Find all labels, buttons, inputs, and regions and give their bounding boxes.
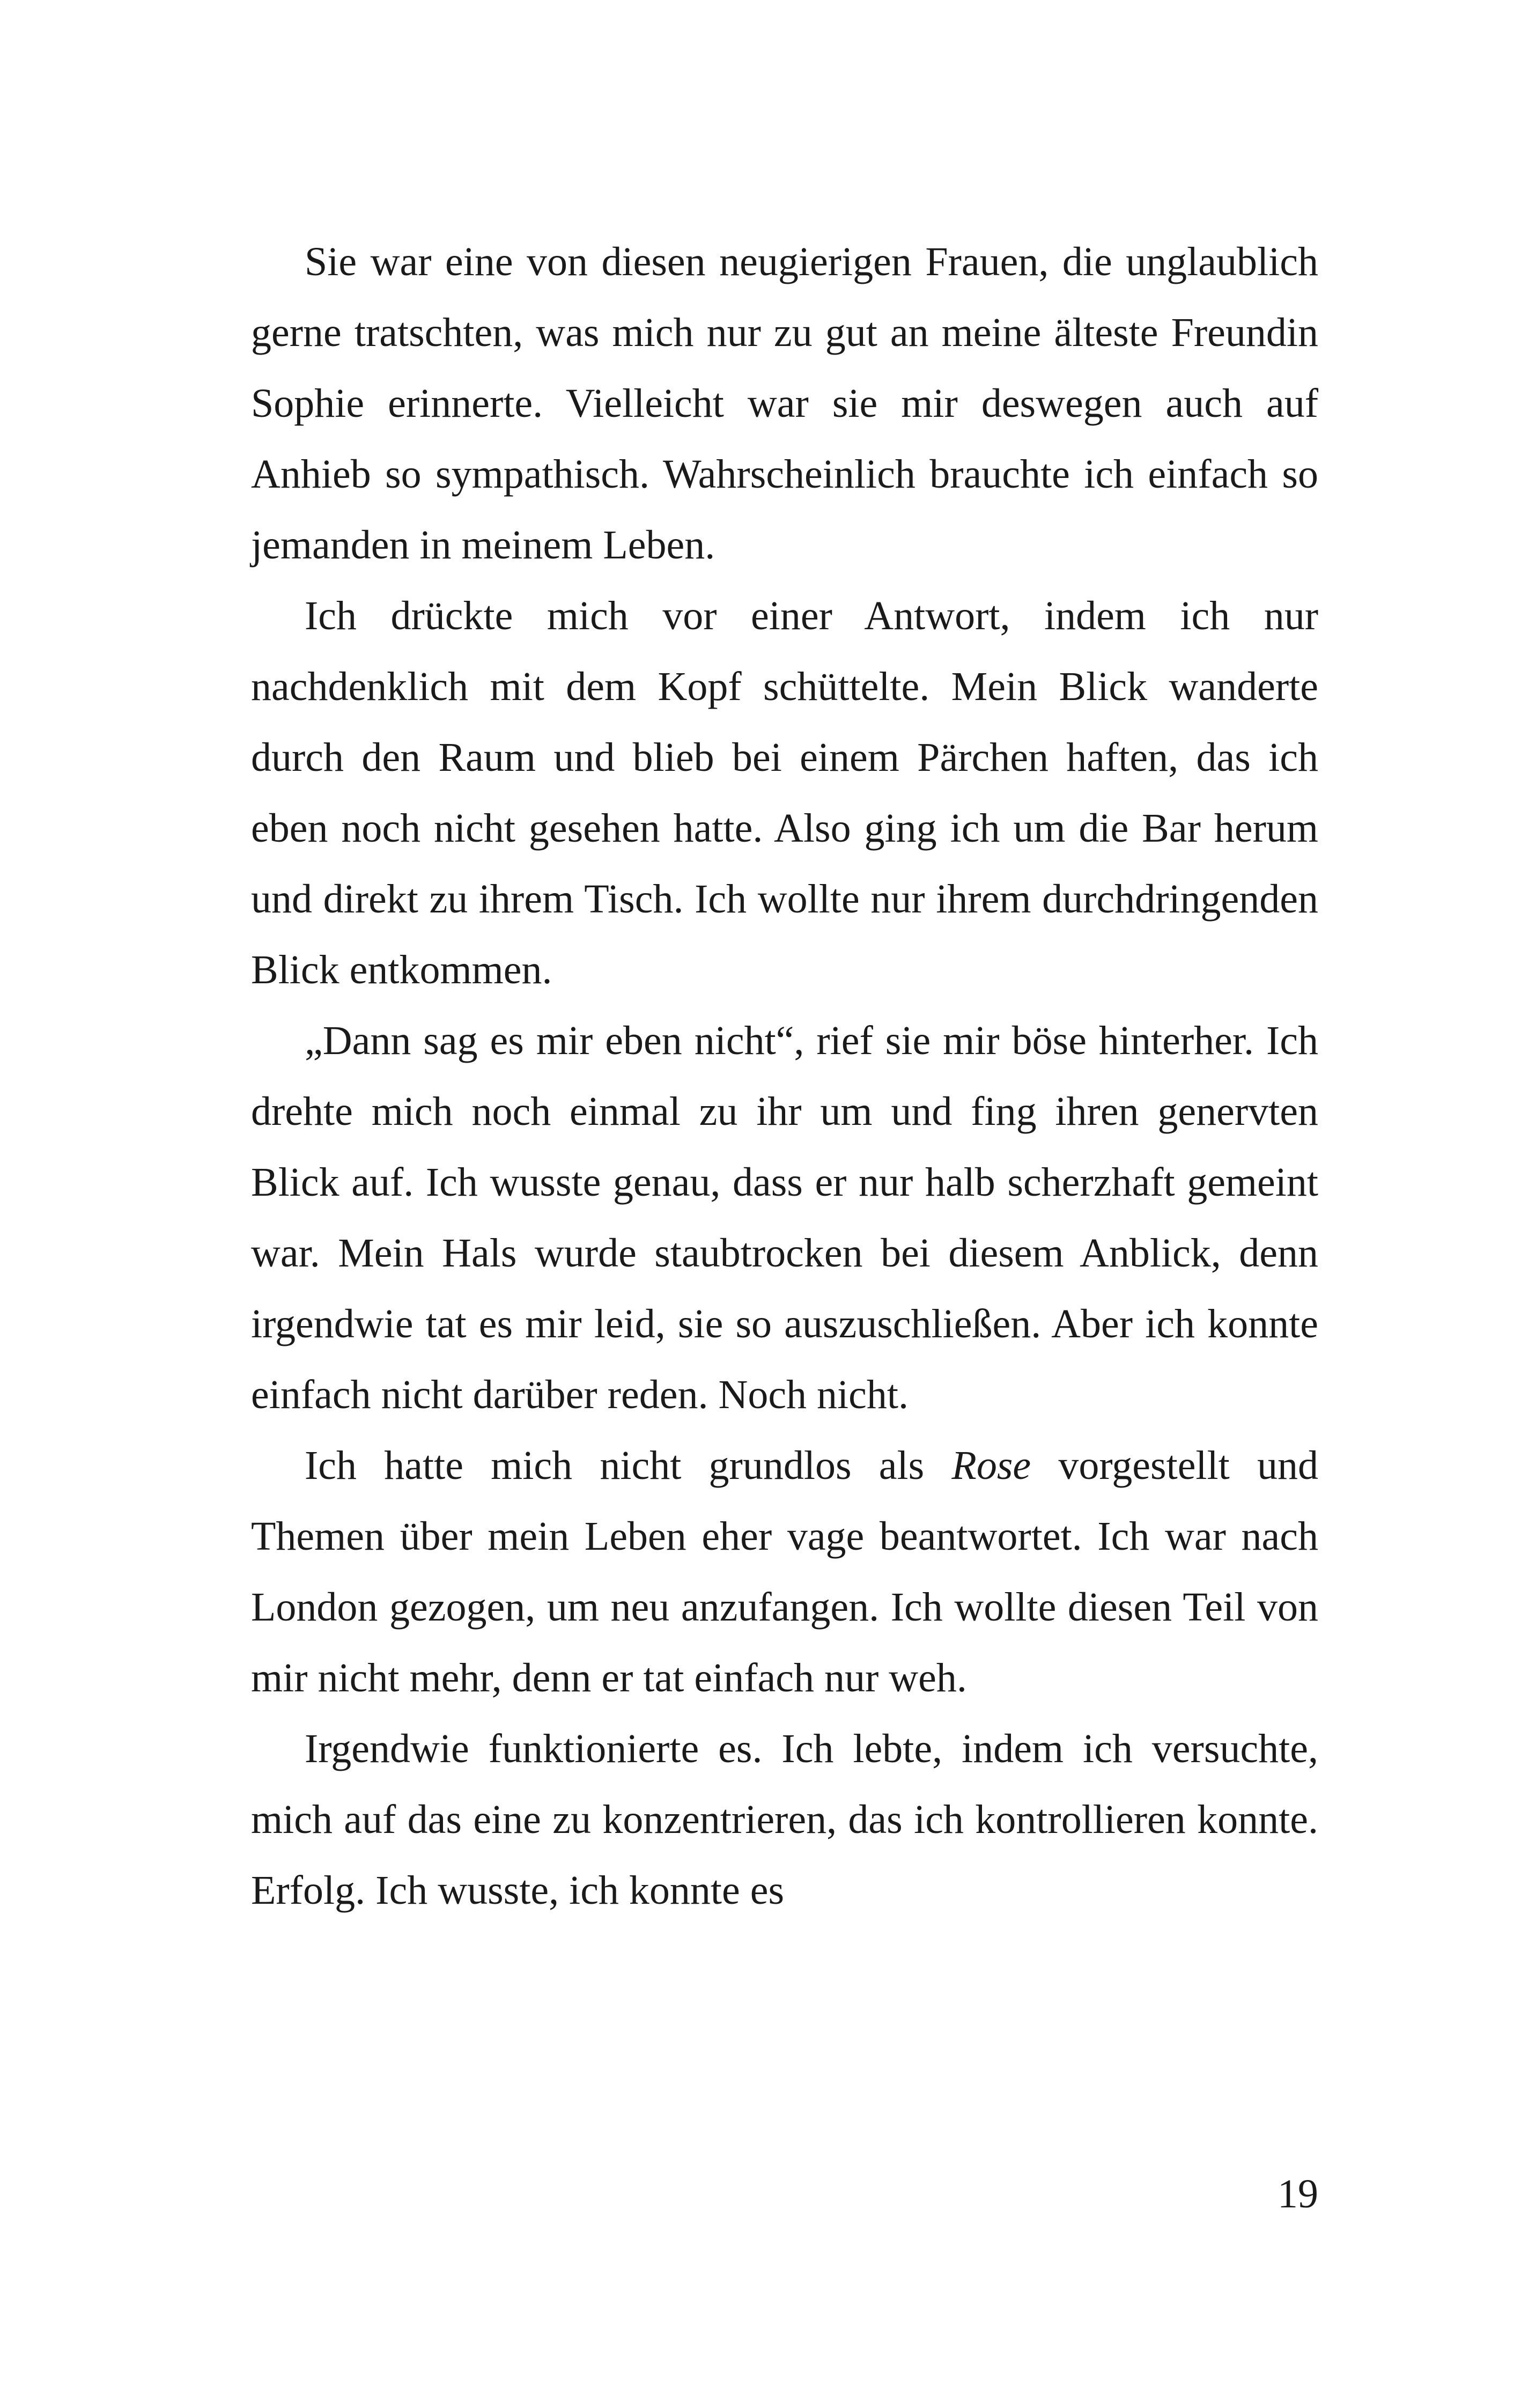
paragraph-4 (251, 1430, 1318, 1713)
paragraph-4-after: vorgestellt und Themen über mein Leben eher vage beantwortet. Ich war nach London gezogen, um neu anzufangen. Ich wollte diesen Teil von mir nicht mehr, denn er tat einfach nur weh. (251, 1443, 1318, 1700)
paragraph-1: Sie war eine von diesen neugierigen Frauen, die unglaublich gerne tratschten, was mich nur zu gut an meine älteste Freundin Sophie erinnerte. Vielleicht war sie mir deswegen auch auf Anhieb so sympathisch. Wahrscheinlich brauchte ich einfach so jemanden in meinem Leben. (251, 239, 1318, 568)
paragraph-4-italic-name: Rose (951, 1443, 1031, 1488)
page-number: 19 (1278, 2171, 1318, 2216)
paragraph-2: Ich drückte mich vor einer Antwort, indem ich nur nachdenklich mit dem Kopf schüttelte. Mein Blick wanderte durch den Raum und blieb bei einem Pärchen haften, das ich eben noch nicht gesehen hatte. Also ging ich um die Bar herum und direkt zu ihrem Tisch. Ich wollte nur ihrem durchdringenden Blick entkommen. (251, 593, 1318, 992)
paragraph-4-before: Ich hatte mich nicht grundlos als (305, 1443, 952, 1488)
paragraph-5: Irgendwie funktionierte es. Ich lebte, indem ich versuchte, mich auf das eine zu konzentrieren, das ich kontrollieren konnte. Erfolg. Ich wusste, ich konnte es (251, 1726, 1318, 1913)
body-text (251, 226, 1318, 1926)
paragraph-3: „Dann sag es mir eben nicht“, rief sie mir böse hinterher. Ich drehte mich noch einmal zu ihr um und fing ihren genervten Blick auf. Ich wusste genau, dass er nur halb scherzhaft gemeint war. Mein Hals wurde staubtrocken bei diesem Anblick, denn irgendwie tat es mir leid, sie so auszuschließen. Aber ich konnte einfach nicht darüber reden. Noch nicht. (251, 1018, 1318, 1417)
